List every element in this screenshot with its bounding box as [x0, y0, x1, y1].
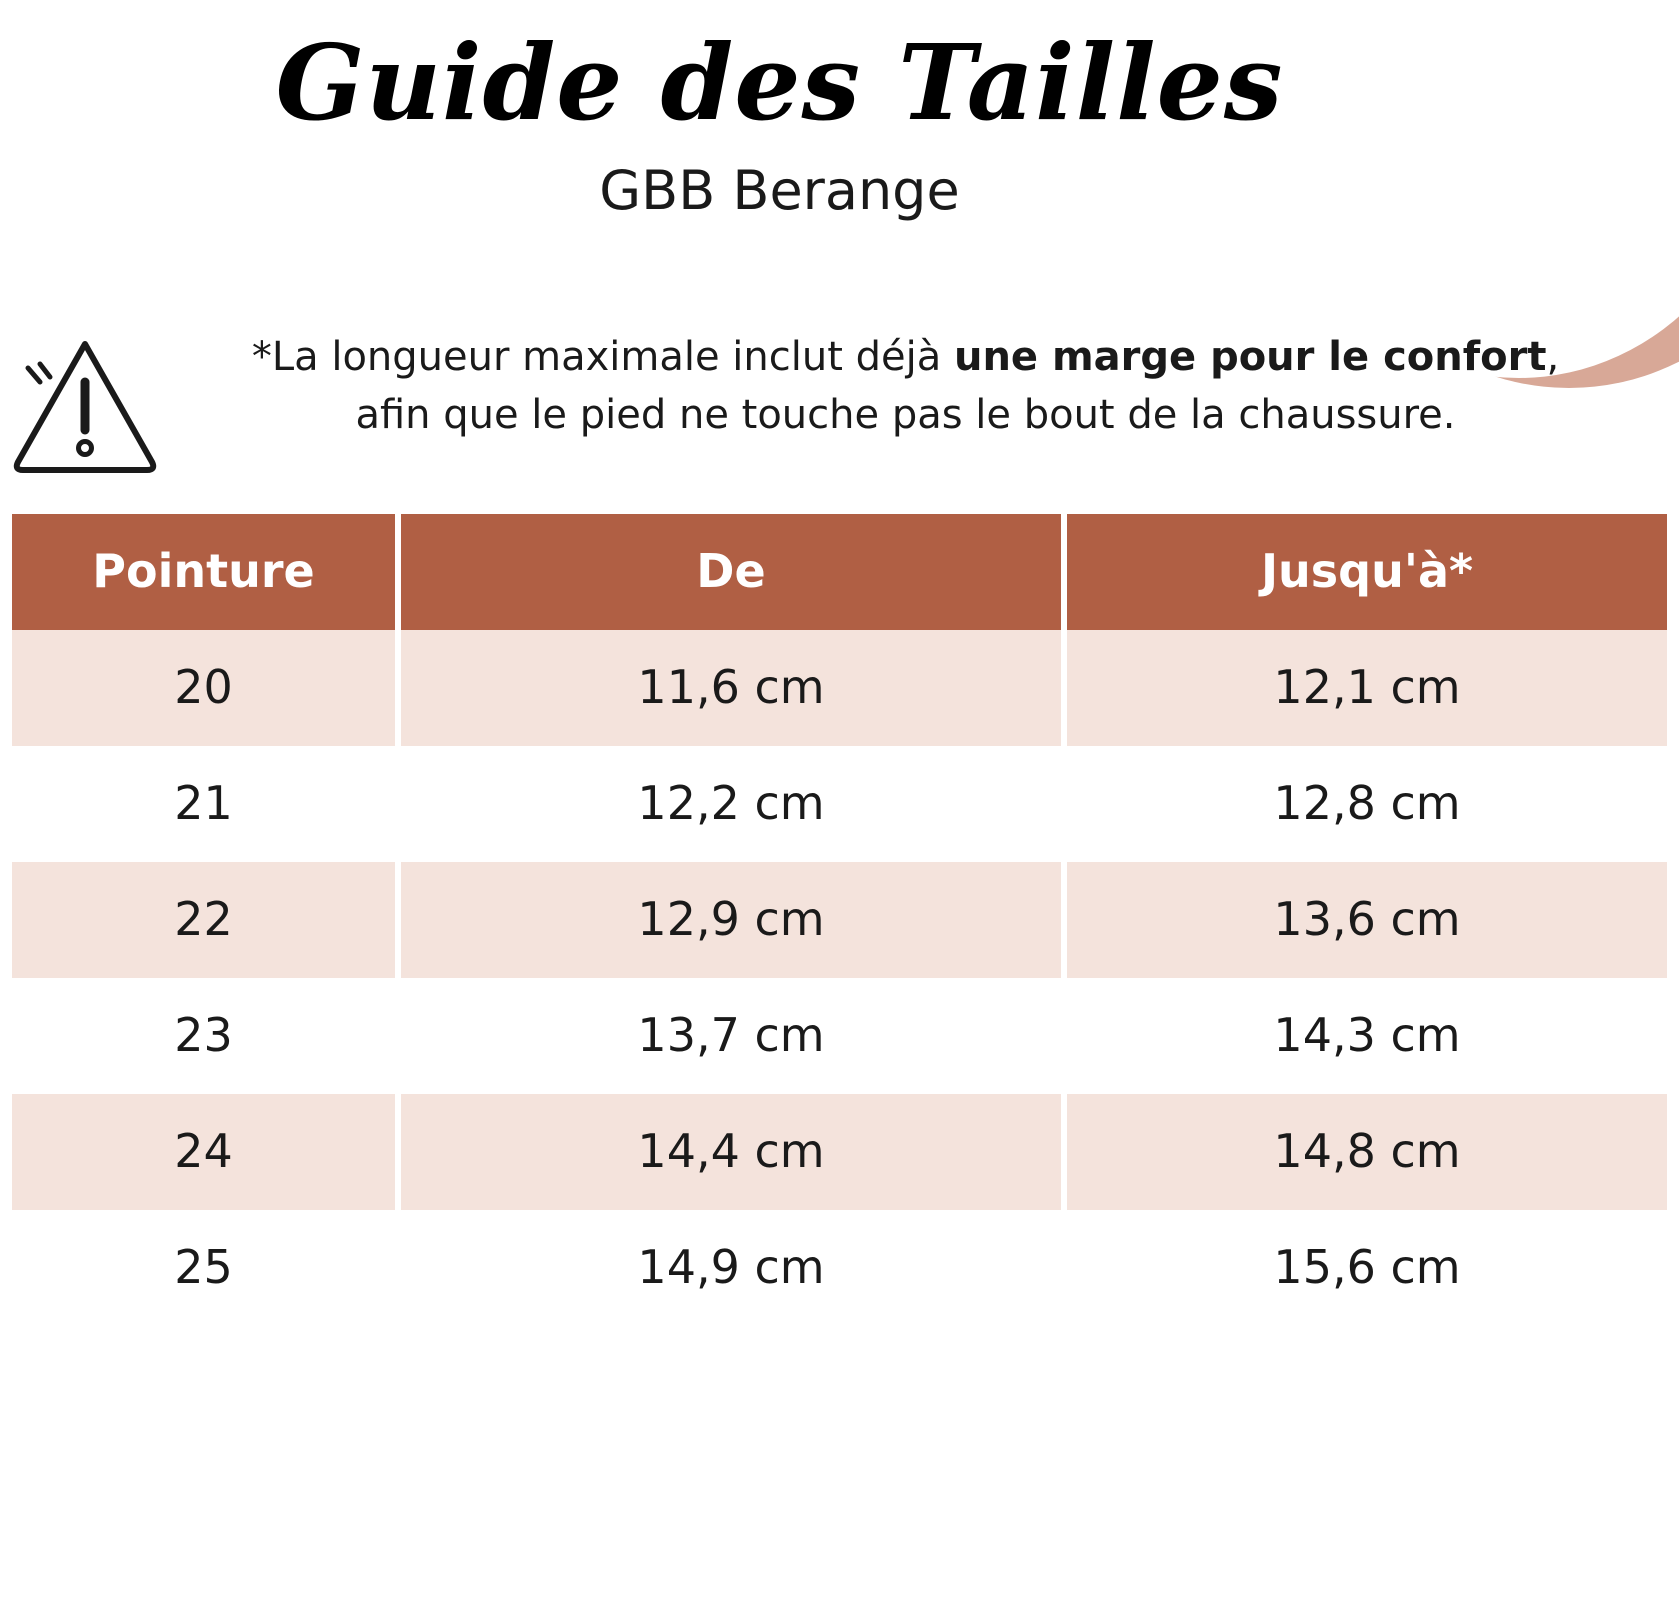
table-row	[12, 746, 1667, 862]
cell-pointure: 25	[12, 1210, 398, 1326]
note-line1-bold: une marge pour le confort	[953, 334, 1547, 381]
comfort-note	[0, 312, 1679, 480]
note-line1-prefix: *La longueur maximale inclut déjà	[251, 334, 954, 381]
page-subtitle: GBB Berange	[599, 159, 960, 223]
table-row	[12, 1094, 1667, 1210]
size-table	[12, 514, 1667, 1326]
size-guide-page	[0, 21, 1679, 1326]
cell-jusqua: 14,3 cm	[1064, 978, 1667, 1094]
cell-de: 11,6 cm	[398, 630, 1064, 746]
column-header-de: De	[398, 514, 1064, 630]
warning-triangle-icon	[10, 330, 160, 480]
cell-de: 12,9 cm	[398, 862, 1064, 978]
cell-jusqua: 15,6 cm	[1064, 1210, 1667, 1326]
table-row	[12, 862, 1667, 978]
cell-pointure: 20	[12, 630, 398, 746]
cell-pointure: 21	[12, 746, 398, 862]
cell-pointure: 23	[12, 978, 398, 1094]
cell-de: 13,7 cm	[398, 978, 1064, 1094]
note-line2: afin que le pied ne touche pas le bout de la chaussure.	[355, 392, 1456, 439]
table-row	[12, 630, 1667, 746]
page-title: Guide des Tailles	[275, 21, 1284, 144]
cell-de: 12,2 cm	[398, 746, 1064, 862]
cell-de: 14,9 cm	[398, 1210, 1064, 1326]
table-header-row	[12, 514, 1667, 630]
table-row	[12, 1210, 1667, 1326]
table-row	[12, 978, 1667, 1094]
cell-de: 14,4 cm	[398, 1094, 1064, 1210]
cell-jusqua: 14,8 cm	[1064, 1094, 1667, 1210]
cell-jusqua: 12,8 cm	[1064, 746, 1667, 862]
column-header-jusqua: Jusqu'à*	[1064, 514, 1667, 630]
cell-jusqua: 12,1 cm	[1064, 630, 1667, 746]
note-line1-suffix: ,	[1546, 334, 1560, 381]
cell-pointure: 24	[12, 1094, 398, 1210]
cell-pointure: 22	[12, 862, 398, 978]
cell-jusqua: 13,6 cm	[1064, 862, 1667, 978]
column-header-pointure: Pointure	[12, 514, 398, 630]
comfort-note-text	[160, 312, 1651, 444]
